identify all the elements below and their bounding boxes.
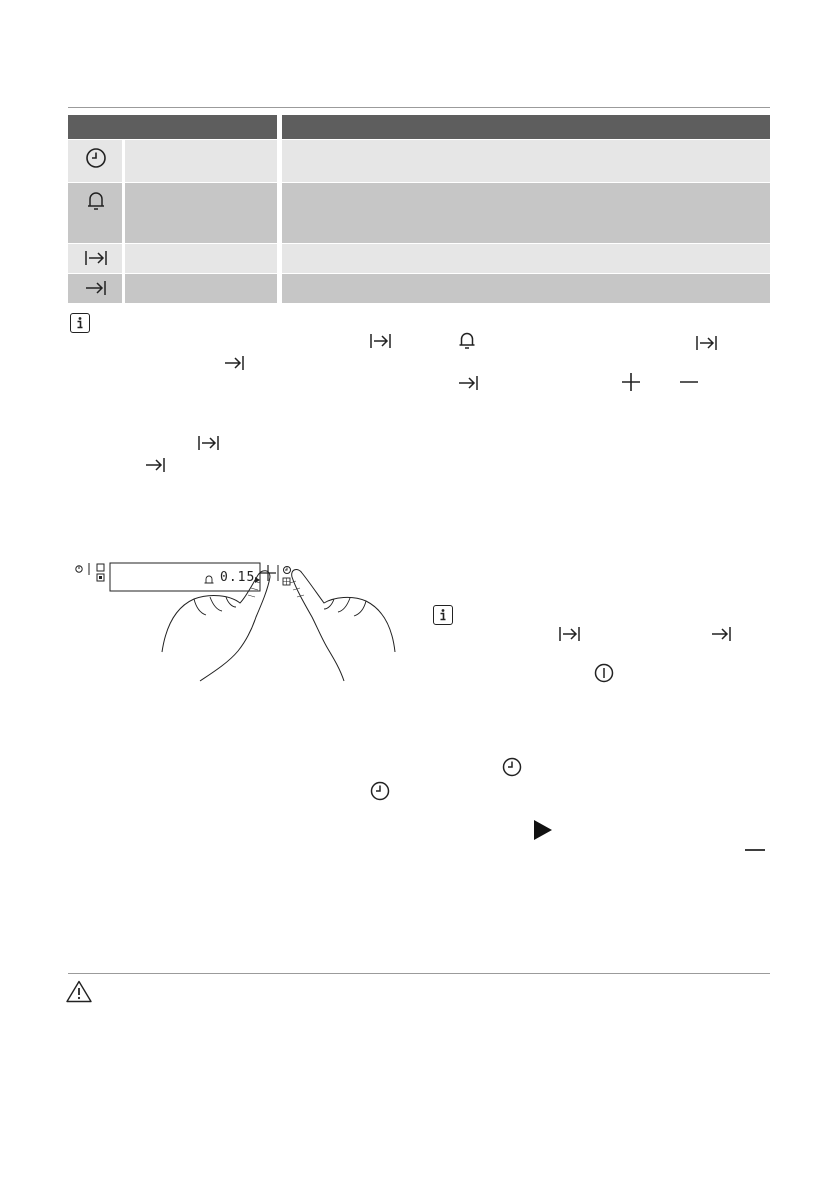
clock-icon [502,757,522,777]
duration-icon [68,249,124,267]
duration-icon [696,335,718,351]
duration-icon [559,626,581,642]
table-row [68,140,770,182]
bell-icon [68,190,124,212]
end-icon [68,279,124,297]
play-icon [534,820,552,840]
table-row [68,274,770,303]
minus-icon [745,849,765,851]
display-arrow-indicator [255,577,260,583]
power-icon [594,663,614,683]
clock-icon [370,781,390,801]
plus-icon [622,373,640,391]
duration-icon [198,435,220,451]
clock-icon [68,147,124,169]
end-icon [145,457,167,473]
info-icon [70,313,90,333]
table-col-divider [277,115,282,303]
duration-icon [370,333,392,349]
table-header-col2 [282,115,770,139]
table-row [68,183,770,243]
table-header-col1 [68,115,277,139]
top-rule [68,107,770,108]
display-time-readout: 0.15 [220,570,256,585]
minus-icon [680,381,698,383]
info-icon [433,605,453,625]
bottom-rule [68,973,770,974]
end-icon [711,626,733,642]
warning-icon [66,980,92,1003]
control-panel-illustration [70,555,400,685]
table-row [68,244,770,273]
end-icon [224,355,246,371]
table-col-divider [122,140,125,303]
end-icon [458,375,480,391]
bell-icon [458,331,476,351]
